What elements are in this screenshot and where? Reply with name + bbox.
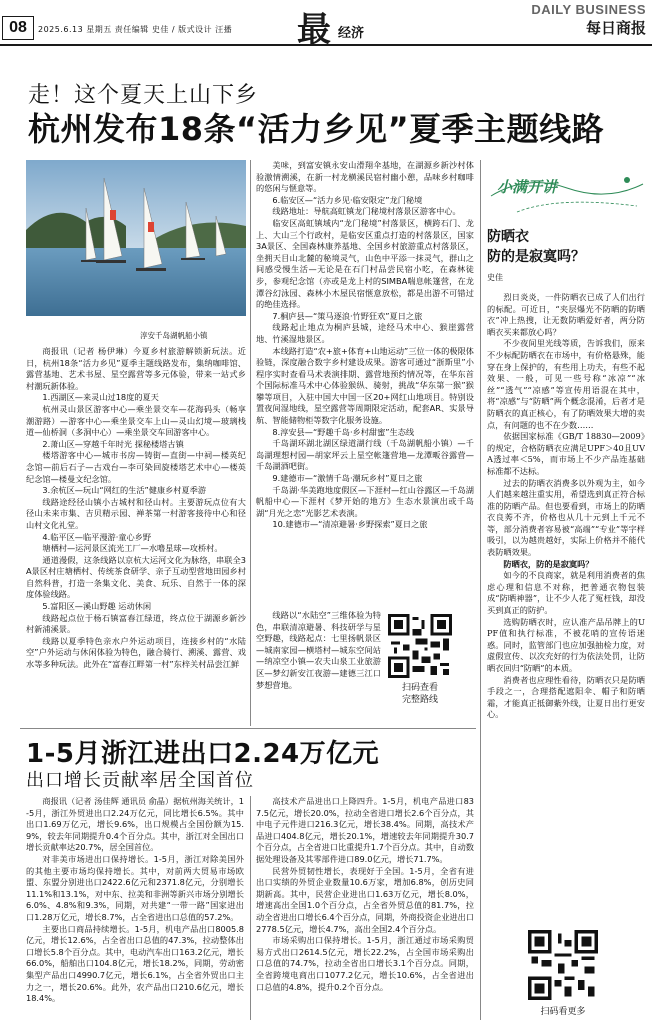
paragraph: 线路以夏季特色亲水户外运动项目，连接乡村的“水陆空”户外运动与休闲体验为特色，融合骑行、溯溪、露营、戏水等多种玩法。此外在“富春江畔第一村”东梓关村品尝江鲜 (26, 635, 246, 670)
story1-kicker: 走！这个夏天上山下乡 (28, 83, 259, 108)
side-title-2: 防的是寂寞吗？ (487, 249, 585, 265)
story2-column-2 (256, 796, 474, 1020)
qr-code-icon[interactable] (528, 930, 598, 1000)
brand-cn: 每日商报 (585, 19, 646, 37)
route-heading: 4.临平区—临平漫游·童心乡野 (42, 531, 152, 542)
story2-column-1 (26, 796, 244, 1020)
story2-subhead: 出口增长贡献率居全国首位 (26, 770, 254, 791)
header-meta: 2025.6.13 星期五 责任编辑 史佳 / 版式设计 汪播 (38, 25, 233, 34)
paragraph: 杭州灵山景区游客中心—乘坐景交车—花海码头（畅享潮游路）—游客中心—乘坐景交车上山—灵山幻境—玻璃栈道—仙桥洞（多洞中心）—乘坐景交车回游客中心。 (26, 403, 246, 438)
side-column-banner (487, 166, 647, 222)
paragraph: 本线路打造“农+旅+体育+山地运动”三位一体的极限体验链，深度融合数字乡村建设成果。游客可通过“浙斯里”小程序实时查看马术表演排期、露营地预约情况等，在华东首个国际标准马术中心体验猴纵、骑射，挑战“华东第一猴”猴攀等项目，入驻中国大中国一区20+网红山地项目。特别设置夜间湿地线，星空露营等周期限定活动，配套AR、实景导航、智能储物柜等数字化服务设施。 (256, 345, 474, 426)
paragraph: 高技术产品进出口上降四升。1-5月，机电产品进口837.5亿元，增长20.0%，拉动全省进口增长2.6个百分点，其中电子元件进口216.3亿元，增长38.4%。同期，高技术产品进口404.8亿元，增长20.1%，增速较去年同期提升30.7个百分点，占全省进口比重提升1.7个百分点。其中，自动数据处理设备及其零部件进口89.0亿元，增长71.7%。 (256, 796, 474, 864)
route-heading: 7.桐庐县—“策马逐浪·竹野狂欢”夏日之旅 (272, 310, 423, 321)
route-heading: 9.建德市—“激情千岛·潮玩乡村”夏日之旅 (272, 473, 423, 484)
route-heading: 5.富阳区—溪山野趣 运动休闲 (42, 601, 152, 612)
route-heading: 2.萧山区—穿越千年时光 探秘楼塔古镇 (42, 438, 184, 449)
page-number: 08 (2, 16, 34, 40)
paragraph: 线路起止地点为桐庐县城，途经马术中心、猴崖露营地、竹溪湿地景区。 (256, 322, 474, 344)
column-divider (250, 160, 251, 726)
paragraph: 线路途经径山镇小古城村和径山村。主要游玩点位有大径山未来市集、吉贝精示园、禅茶第一村游客接待中心和径山村文化礼堂。 (26, 496, 246, 530)
paragraph: 千岛湖环湖北湖区绿道湖行线（千岛湖帆船小镇）—千岛湖理想村园—胡家坪云上星空帐篷营地—龙潭畈谷露营—千岛湖酒吧街。 (256, 438, 474, 472)
paragraph: 楼塔游客中心—城市书房—铸街—直街—中祠—楼英纪念馆—前后石子—古戏台—李可染回旋楼塔艺术中心—楼英纪念馆—楼曼文纪念馆。 (26, 450, 246, 484)
paragraph: 线路起点位于杨石镇富春江绿道，终点位于湖源乡新沙村新浦溪景。 (26, 612, 246, 635)
side-subheading: 防晒衣，防的是寂寞吗？ (503, 558, 594, 569)
photo-caption: 淳安千岛湖帆船小镇 (140, 331, 208, 340)
route-heading: 1.西湖区—来灵山过18度的夏天 (42, 392, 159, 403)
section-name: 经济 (338, 26, 365, 41)
brand-en: DAILY BUSINESS (531, 2, 646, 17)
paragraph: 美味，到富安镇永安山滑翔伞基地，在湖源乡新沙村体验激情溯溪，在新一村龙横溪民宿村幽小憩，品味乡村咖啡的悠闲与惬意等。 (256, 160, 474, 194)
paragraph: 烈日炎炎，一件防晒衣已成了人们出行的标配。可近日，“夹层爆光不防晒的防晒衣”冲上热搜，让无数防晒爱好者，两分防晒衣买来都放心吗？ (487, 292, 645, 337)
story1-headline: 杭州发布18条“活力乡见”夏季主题线路 (28, 110, 605, 148)
route-heading: 10.建德市—“清凉避暑·乡野探索”夏日之旅 (272, 519, 428, 530)
paragraph: 主要出口商品持续增长。1-5月，机电产品出口8005.8亿元，增长12.6%，占全省出口总值的47.3%，拉动整体出口增长5.8个百分点。其中，电动汽车出口163.2亿元，增长66.0%，船舶出口104.8亿元，增长18.2%，同期，劳动密集型产品出口4990.7亿元，增长6.1%，占全省外贸出口主力之一，增长20.6%。此外，农产品出口210.6亿元，增长18.4%。 (26, 923, 244, 1004)
section-logo-zui: 最 (297, 10, 331, 50)
paragraph: 不少夜间里光线等质，告诉我们，原来不少标配防晒衣在市场中，有价格悬殊，能穿在身上保护的，有些用上功夫，有些不起效果、一般，可见一些号称“冰凉”“冰丝”“透气”“凉感”等宣传用语混在其中，将“凉感”与“防晒”两个概念混淆，后者才是防晒衣的真正核心，有了防晒效果大增的卖点，有问题的也不在少数…… (487, 338, 645, 430)
column-divider (250, 796, 251, 1020)
side-byline: 史佳 (487, 273, 503, 282)
side-divider (480, 160, 481, 1020)
story1-column-1 (26, 346, 246, 726)
paragraph: 塘栖村—运河景区流光工厂—水噜星球—攻桥村。 (42, 543, 223, 554)
route-heading: 8.淳安县—“野趣千岛·乡村甜蜜”生态线 (272, 426, 415, 437)
qr-caption: 扫码查看 完整路线 (401, 683, 438, 705)
paragraph: 商报讯（记者 杨伊琳）今夏乡村旅游解锁新玩法。近日，杭州18条“活力乡见”夏季主题线路发布，集纳咖啡馆、露营基地、艺术书屋、星空露营等多元体验，带来一站式乡村潮玩新体验。 (26, 346, 246, 391)
story2-headline: 1-5月浙江进出口2.24万亿元 (26, 739, 380, 769)
paragraph: 千岛湖·华美跑地度假区—下涯村—红山谷露区—千岛湖帆船中心—下涯村《梦开始的地方》生态水景演出或千岛湖“月光之恋”光影艺术表演。 (256, 484, 474, 518)
story1-column-2 (256, 160, 474, 680)
paragraph: 通道漫假，这条线路以京杭大运河文化为脉络，串联全3A景区村庄塘栖村、传统茶食研学、亲子互动型营地田园乡村自然科普，打造一条集文化、美食、玩乐、自然于一体的深度体验线路。 (26, 554, 246, 600)
paragraph: 过去的防晒衣消费多以外观为主，如今人们越来越注重实用，希望选到真正符合标准的防晒产品。但也要看到，市场上的防晒衣良莠不齐，价格也从几十元到上千元不等，部分消费者容易被“高端”“专业”等字样吸引，以为越贵越好，实际上价格并不能代表防晒效果。 (487, 477, 645, 558)
sailboat-photo (26, 160, 246, 316)
paragraph: 依据国家标准《GB/T 18830—2009》的规定，合格防晒衣应满足UPF＞40且UVA透过率＜5%，而市场上不少产品连基础标准都不达标。 (487, 431, 645, 476)
route-heading: 6.临安区—“活力乡见·临安限定”龙门秘境 (272, 194, 423, 205)
paragraph: 线路以“水陆空”三维体验为特色，串联清凉避暑、科技研学与星空野趣，线路起点：七里扬帆景区—城南家园—横塔村—城东空间站—纳凉空小镇—农夫山泉工业旅游区—梦幻新安江夜游—建德三江口梦想营地。 (256, 610, 381, 690)
paragraph: 线路地址：导航高虹镇龙门秘境村落景区游客中心。 (272, 206, 461, 217)
paragraph: 如今的不良商家，就是利用消费者的焦虑心理和信息不对称，把普通衣物包装成“防晒神器”，让不少人花了冤枉钱，却没买到真正的防护。 (487, 570, 645, 616)
paragraph: 对非美市场进出口保持增长。1-5月，浙江对除美国外的其他主要市场均保持增长。其中，对前两大贸易市场欧盟、东盟分别进出口2422.6亿元和2371.8亿元，分别增长11.1%和13.1%，对中东、拉美和非洲等新兴市场分别增长6.0%、4.8%和9.3%，同期，对共建“一带一路”国家进出口1.28万亿元，增长8.7%，占全省进出口总值的57.2%。 (26, 853, 244, 922)
paragraph: 选购防晒衣时，应认准产品吊牌上的UPF值和执行标准，不被花哨的宣传语迷惑。同时，监管部门也应加强抽检力度，对虚假宣传、以次充好的行为依法处罚，让防晒衣回归“防晒”的本质。 (487, 616, 645, 673)
side-column-name: 小满开讲 (497, 178, 558, 196)
story-divider (20, 728, 476, 729)
paragraph: 临安区高虹镇域内“龙门秘境”村落景区，横跨石门、龙上、大山三个行政村，是临安区重点打造的村落景区，国家3A景区、全国森林康养基地、全国乡村旅游重点村落景区，坐拥天目山北麓的秘境灵气，山色中平添一抹灵气，群山之间感受慢生活—无论是在石门村品尝民宿小吃，在森林徒步，参观纪念馆（亦或是龙上村的SIMBA喘息帐篷营，在龙潭谷幻泳园、森林小木屋民宿惬意放松，都是出游不可错过的绝佳选择。 (256, 217, 474, 310)
side-body (487, 292, 645, 920)
story1-column-2-tail (256, 610, 381, 726)
qr-code-icon[interactable] (388, 614, 452, 678)
paragraph: 消费者也应理性看待，防晒衣只是防晒手段之一，合理搭配遮阳伞、帽子和防晒霜，才能真正抵御紫外线，让夏日出行更安心。 (487, 674, 645, 720)
route-heading: 3.余杭区—玩山“网红的生活”健康乡村夏季游 (42, 485, 207, 496)
paragraph: 市场采购出口保持增长。1-5月，浙江通过市场采购贸易方式出口2614.5亿元，增长22.2%，占全国市场采购出口总值的74.7%，拉动全省出口增长3.1个百分点。同期，全省跨境电商出口1077.2亿元，增长10.6%，占全省进出口总值的4.8%，提升0.2个百分点。 (256, 935, 474, 992)
paragraph: 民营外贸韧性增长，表现好于全国。1-5月，全省有进出口实绩的外贸企业数量10.6万家，增加6.8%，创历史同期新高。其中，民营企业进出口1.63万亿元，增长8.0%，增速高出全国1.0个百分点，占全省外贸总值的81.7%，拉动全省进出口增长6.4个百分点，同期，外商投资企业进出口2778.5亿元，增长4.7%，高出全国2.4个百分点。 (256, 865, 474, 934)
side-qr-caption: 扫码看更多 (540, 1007, 586, 1017)
paragraph: 商报讯（记者 汤佳辉 通讯员 俞晶）据杭州海关统计，1-5月，浙江外贸进出口2.24万亿元，同比增长6.5%。其中出口1.69万亿元，增长9.6%，出口规模占全国份额为15.9%，较去年同期提升0.4个百分点。其中，浙江对全国出口增长贡献率达20.7%，居全国首位。 (26, 796, 244, 853)
side-title-1: 防晒衣 (487, 229, 529, 245)
